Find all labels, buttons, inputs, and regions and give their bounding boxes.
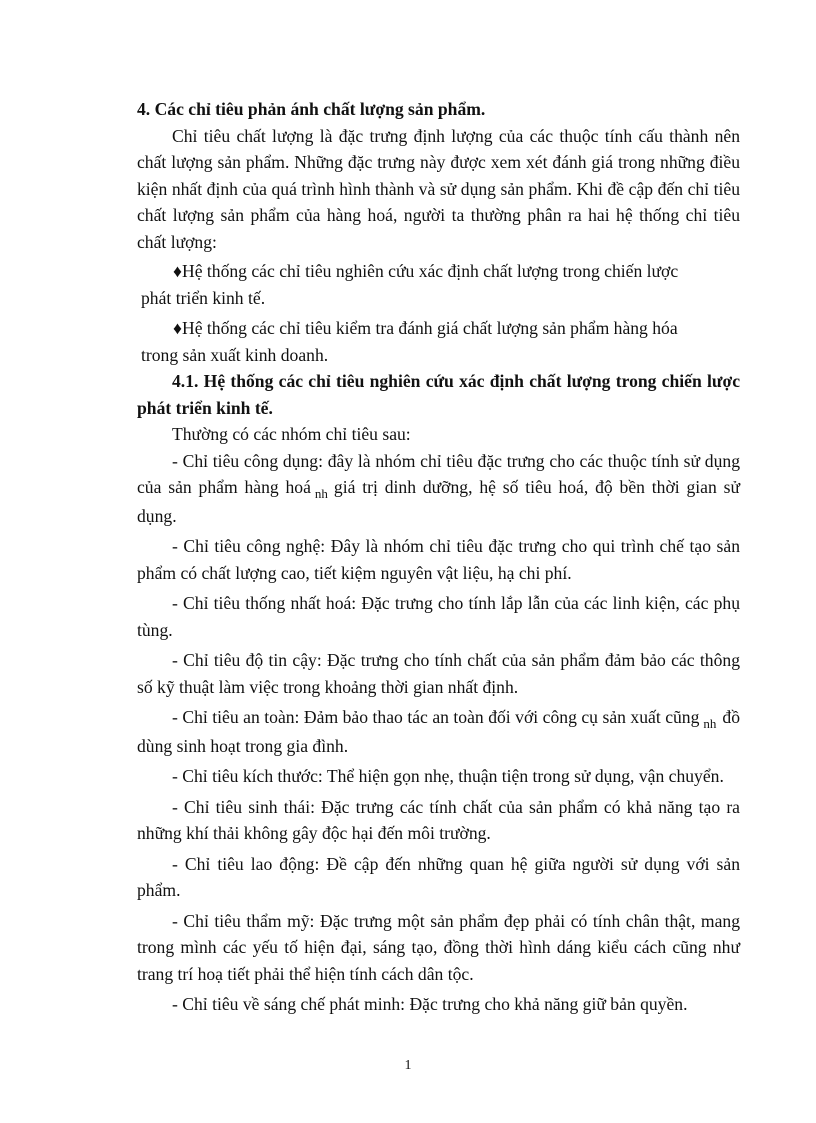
- item-usage-subscript: nh: [314, 486, 328, 501]
- item-patent: - Chỉ tiêu về sáng chế phát minh: Đặc trưng cho khả năng giữ bản quyền.: [172, 994, 688, 1014]
- item-labor: - Chỉ tiêu lao động: Đề cập đến những quan hệ giữa người sử dụng với sản phẩm.: [137, 853, 740, 900]
- bullet-item-inspection: [141, 315, 740, 368]
- item-safety: [137, 704, 740, 759]
- item-reliability: - Chỉ tiêu độ tin cậy: Đặc trưng cho tính chất của sản phẩm đảm bảo các thông số kỹ thuật làm việc trong khoảng thời gian nhất định.: [137, 650, 740, 697]
- item-usage-text-end: giá trị dinh dưỡng, hệ số tiêu hoá, độ bền thời gian sử dụng.: [137, 477, 741, 526]
- diamond-bullet-icon: ♦: [173, 261, 182, 281]
- item-usage: [137, 448, 740, 530]
- page-number: 1: [404, 1058, 412, 1073]
- item-safety-text: - Chỉ tiêu an toàn: Đảm bảo thao tác an toàn đối với công cụ sản xuất cũng: [172, 707, 700, 727]
- item-safety-text-end: đồ dùng sinh hoạt trong gia đình.: [137, 707, 740, 756]
- bullet-text: Hệ thống các chỉ tiêu kiểm tra đánh giá chất lượng sản phẩm hàng hóa: [181, 318, 678, 338]
- item-standardization: - Chỉ tiêu thống nhất hoá: Đặc trưng cho tính lắp lẫn của các linh kiện, các phụ tùng.: [137, 593, 740, 640]
- subsection-heading: 4.1. Hệ thống các chỉ tiêu nghiên cứu xác định chất lượng trong chiến lược phát triển kinh tế.: [137, 371, 740, 418]
- item-technology: - Chỉ tiêu công nghệ: Đây là nhóm chỉ tiêu đặc trưng cho qui trình chế tạo sản phẩm có chất lượng cao, tiết kiệm nguyên vật liệu, hạ chi phí.: [137, 536, 740, 583]
- bullet-item-strategy: [141, 258, 740, 311]
- bullet-text-continued: trong sản xuất kinh doanh.: [141, 344, 329, 365]
- item-size: - Chỉ tiêu kích thước: Thể hiện gọn nhẹ, thuận tiện trong sử dụng, vận chuyển.: [172, 766, 724, 786]
- item-ecology: - Chỉ tiêu sinh thái: Đặc trưng các tính chất của sản phẩm có khả năng tạo ra những khí thải không gây độc hại đến môi trường.: [137, 796, 740, 843]
- diamond-bullet-icon: ♦: [173, 318, 182, 338]
- item-aesthetic: - Chỉ tiêu thẩm mỹ: Đặc trưng một sản phẩm đẹp phải có tính chân thật, mang trong mình các yếu tố hiện đại, sáng tạo, đồng thời hình dáng kiểu cách cũng như trang trí hoạ tiết phải thể hiện tính cách dân tộc.: [137, 910, 740, 984]
- section-heading: 4. Các chỉ tiêu phản ánh chất lượng sản phẩm.: [137, 99, 486, 119]
- bullet-text-continued: phát triển kinh tế.: [141, 287, 266, 308]
- bullet-text: Hệ thống các chỉ tiêu nghiên cứu xác định chất lượng trong chiến lược: [181, 261, 679, 281]
- groups-intro: Thường có các nhóm chỉ tiêu sau:: [172, 424, 411, 444]
- item-usage-text: - Chỉ tiêu công dụng: đây là nhóm chỉ tiêu đặc trưng cho các thuộc tính sử dụng của sản phẩm hàng hoá: [137, 450, 740, 497]
- intro-paragraph: Chỉ tiêu chất lượng là đặc trưng định lượng của các thuộc tính cấu thành nên chất lượng sản phẩm. Những đặc trưng này được xem xét đánh giá trong những điều kiện nhất định của quá trình hình thành và sử dụng sản phẩm. Khi đề cập đến chỉ tiêu chất lượng sản phẩm của hàng hoá, người ta thường phân ra hai hệ thống chỉ tiêu chất lượng:: [137, 125, 740, 252]
- document-body: [137, 96, 740, 1018]
- item-safety-subscript: nh: [703, 716, 717, 731]
